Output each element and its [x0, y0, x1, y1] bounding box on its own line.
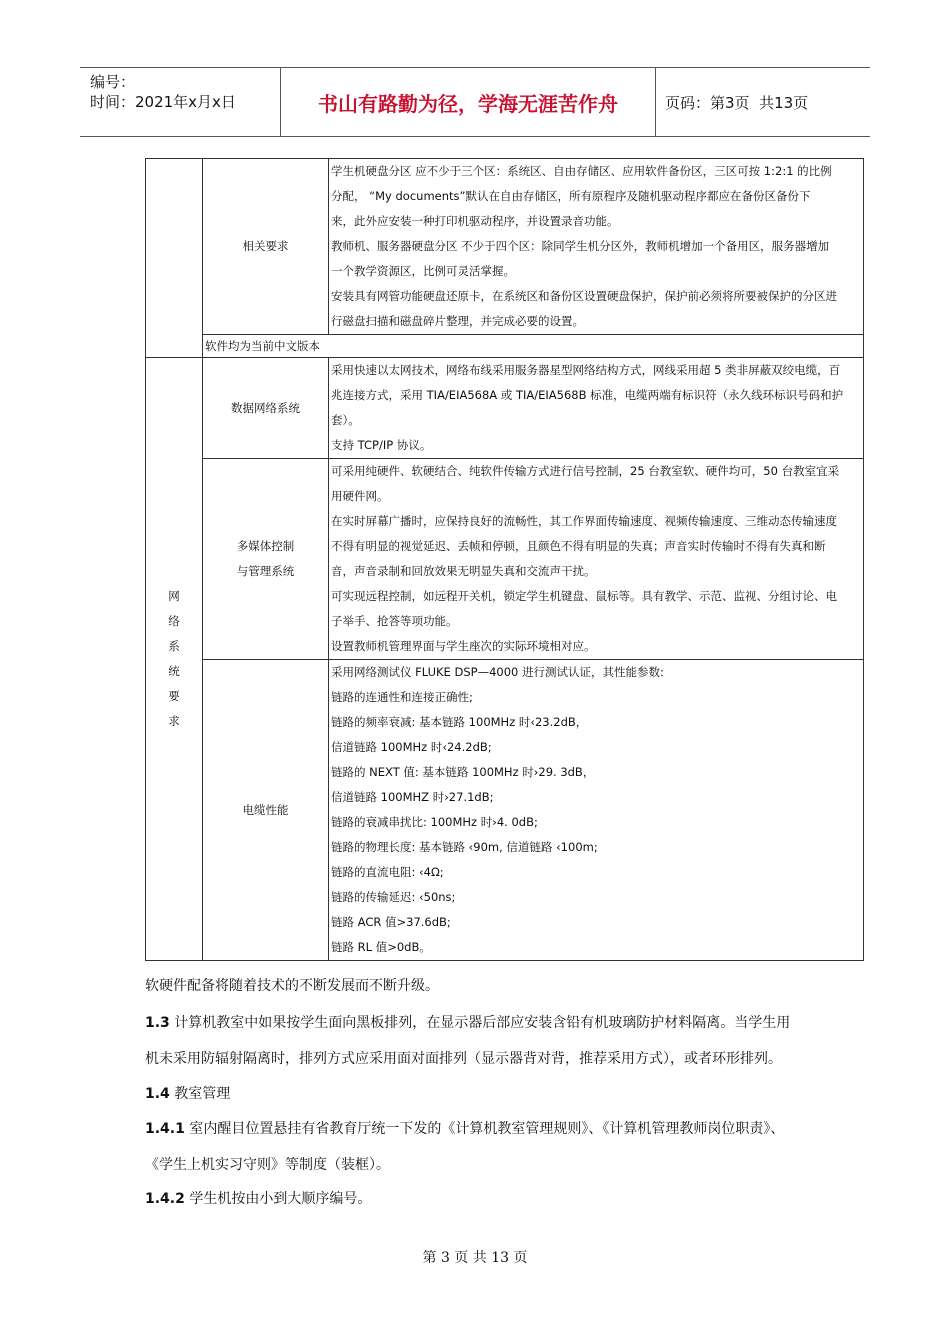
- table-row: [146, 159, 864, 335]
- network-category-cell: [146, 358, 203, 961]
- category-char: 络: [168, 614, 180, 628]
- category-char: 要: [168, 689, 180, 703]
- content-line: 链路的物理长度: 基本链路 ‹90m, 信道链路 ‹100m;: [331, 840, 598, 854]
- category-char: 网: [168, 589, 180, 603]
- content-line: 学生机硬盘分区 应不少于三个区：系统区、自由存储区、应用软件备份区，三区可按 1:2:1 的比例: [331, 164, 832, 178]
- table-row: [146, 335, 864, 358]
- content-line: 在实时屏幕广播时，应保持良好的流畅性，其工作界面传输速度、视频传输速度、三维动态传输速度: [331, 514, 837, 528]
- software-note: 软件均为当前中文版本: [205, 339, 320, 353]
- sub-category-label: 电缆性能: [242, 802, 289, 817]
- content-line: 链路的衰减串扰比: 100MHz 时›4. 0dB;: [331, 815, 538, 829]
- header-page-info: [655, 68, 870, 136]
- content-line: 链路 RL 值>0dB。: [331, 940, 431, 954]
- sub-category-cell: [203, 660, 329, 961]
- content-line: 兆连接方式，采用 TIA/EIA568A 或 TIA/EIA568B 标准，电缆两端有标识符（永久线环标识号码和护: [331, 388, 844, 402]
- page-footer: 第 3 页 共 13 页: [422, 1250, 528, 1266]
- content-cell: [329, 159, 864, 335]
- content-line: 分配， “My documents”默认在自由存储区，所有原程序及随机驱动程序都应在备份区备份下: [331, 189, 811, 203]
- content-line: 安装具有网管功能硬盘还原卡，在系统区和备份区设置硬盘保护，保护前必须将所要被保护的分区进: [331, 289, 837, 303]
- page-info-text: 页码：第3页 共13页: [665, 93, 809, 112]
- section-number: 1.4.2: [145, 1191, 185, 1207]
- content-line: 套）。: [331, 413, 360, 427]
- content-line: 链路 ACR 值>37.6dB;: [331, 915, 451, 929]
- content-line: 音，声音录制和回放效果无明显失真和交流声干扰。: [331, 564, 596, 578]
- content-cell: [329, 358, 864, 459]
- table-row: [146, 660, 864, 961]
- section-1-4-heading: [145, 1083, 845, 1103]
- section-number: 1.4.1: [145, 1121, 185, 1137]
- content-line: 不得有明显的视觉延迟、丢帧和停顿，且颜色不得有明显的失真；声音实时传输时不得有失真和断: [331, 539, 826, 553]
- content-line: 采用网络测试仪 FLUKE DSP—4000 进行测试认证，其性能参数:: [331, 665, 664, 679]
- content-line: 设置教师机管理界面与学生座次的实际环境相对应。: [331, 639, 596, 653]
- section-text: 计算机教室中如果按学生面向黑板排列，在显示器后部应安装含铅有机玻璃防护材料隔离。当学生用: [169, 1015, 791, 1031]
- header-meta: [80, 68, 280, 136]
- requirements-table: [145, 158, 864, 961]
- section-text: 学生机按由小到大顺序编号。: [184, 1191, 372, 1207]
- sub-category-cell: [203, 358, 329, 459]
- content-line: 链路的直流电阻: ‹4Ω;: [331, 865, 444, 879]
- section-1-3-line-2: 机未采用防辐射隔离时，排列方式应采用面对面排列（显示器背对背，推荐采用方式），或者环形排列。: [145, 1051, 782, 1067]
- upgrade-paragraph: 软硬件配备将随着技术的不断发展而不断升级。: [145, 978, 439, 994]
- section-1-4-1-line-2: 《学生上机实习守则》等制度（装框）。: [145, 1157, 390, 1173]
- sub-category-label: 多媒体控制: [236, 539, 295, 553]
- section-number: 1.4: [145, 1086, 170, 1102]
- sub-category-label: 相关要求: [242, 239, 289, 253]
- sub-category-label: 与管理系统: [236, 564, 295, 578]
- content-line: 可实现远程控制，如远程开关机，锁定学生机键盘、鼠标等。具有教学、示范、监视、分组讨论、电: [331, 589, 837, 603]
- empty-category-cell: [146, 159, 203, 358]
- content-line: 可采用纯硬件、软硬结合、纯软件传输方式进行信号控制，25 台教室软、硬件均可，50 台教室宜采: [331, 464, 840, 478]
- category-char: 系: [168, 639, 180, 653]
- sub-category-cell: [203, 459, 329, 660]
- content-line: 链路的 NEXT 值: 基本链路 100MHz 时›29. 3dB，: [331, 765, 595, 779]
- content-line: 信道链路 100MHz 时‹24.2dB;: [331, 740, 492, 754]
- table-row: [146, 459, 864, 660]
- content-line: 行磁盘扫描和磁盘碎片整理，并完成必要的设置。: [331, 314, 584, 328]
- section-number: 1.3: [145, 1015, 170, 1031]
- content-line: 子举手、抢答等项功能。: [331, 614, 458, 628]
- doc-time-label: 时间：2021年x月x日: [90, 93, 236, 111]
- content-line: 来，此外应安装一种打印机驱动程序，并设置录音功能。: [331, 214, 619, 228]
- content-line: 用硬件网。: [331, 489, 389, 503]
- sub-category-cell: [203, 159, 329, 335]
- content-cell: [329, 660, 864, 961]
- content-line: 一个教学资源区，比例可灵活掌握。: [331, 264, 515, 278]
- content-line: 支持 TCP/IP 协议。: [331, 438, 432, 452]
- content-line: 教师机、服务器硬盘分区 不少于四个区：除同学生机分区外，教师机增加一个备用区，服务器增加: [331, 239, 830, 253]
- section-1-4-1-line-1: [145, 1118, 845, 1138]
- content-line: 采用快速以太网技术，网络布线采用服务器星型网络结构方式，网线采用超 5 类非屏蔽双绞电缆，百: [331, 363, 841, 377]
- content-line: 链路的连通性和连接正确性;: [331, 690, 473, 704]
- doc-number-label: 编号：: [90, 73, 136, 91]
- section-title: 教室管理: [169, 1086, 231, 1102]
- content-line: 信道链路 100MHZ 时›27.1dB;: [331, 790, 494, 804]
- section-text: 室内醒目位置悬挂有省教育厅统一下发的《计算机教室管理规则》、《计算机管理教师岗位职责》、: [184, 1121, 785, 1137]
- software-note-cell: [203, 335, 864, 358]
- category-char: 统: [168, 664, 180, 678]
- section-1-4-2: [145, 1188, 845, 1208]
- content-cell: [329, 459, 864, 660]
- sub-category-label: 数据网络系统: [231, 400, 300, 415]
- header-motto: 书山有路勤为径，学海无涯苦作舟: [280, 68, 656, 136]
- page-header: [80, 67, 870, 137]
- category-char: 求: [168, 714, 180, 728]
- table-row: [146, 358, 864, 459]
- content-line: 链路的传输延迟: ‹50ns;: [331, 890, 456, 904]
- content-line: 链路的频率衰减: 基本链路 100MHz 时‹23.2dB，: [331, 715, 588, 729]
- section-1-3-line-1: [145, 1012, 845, 1032]
